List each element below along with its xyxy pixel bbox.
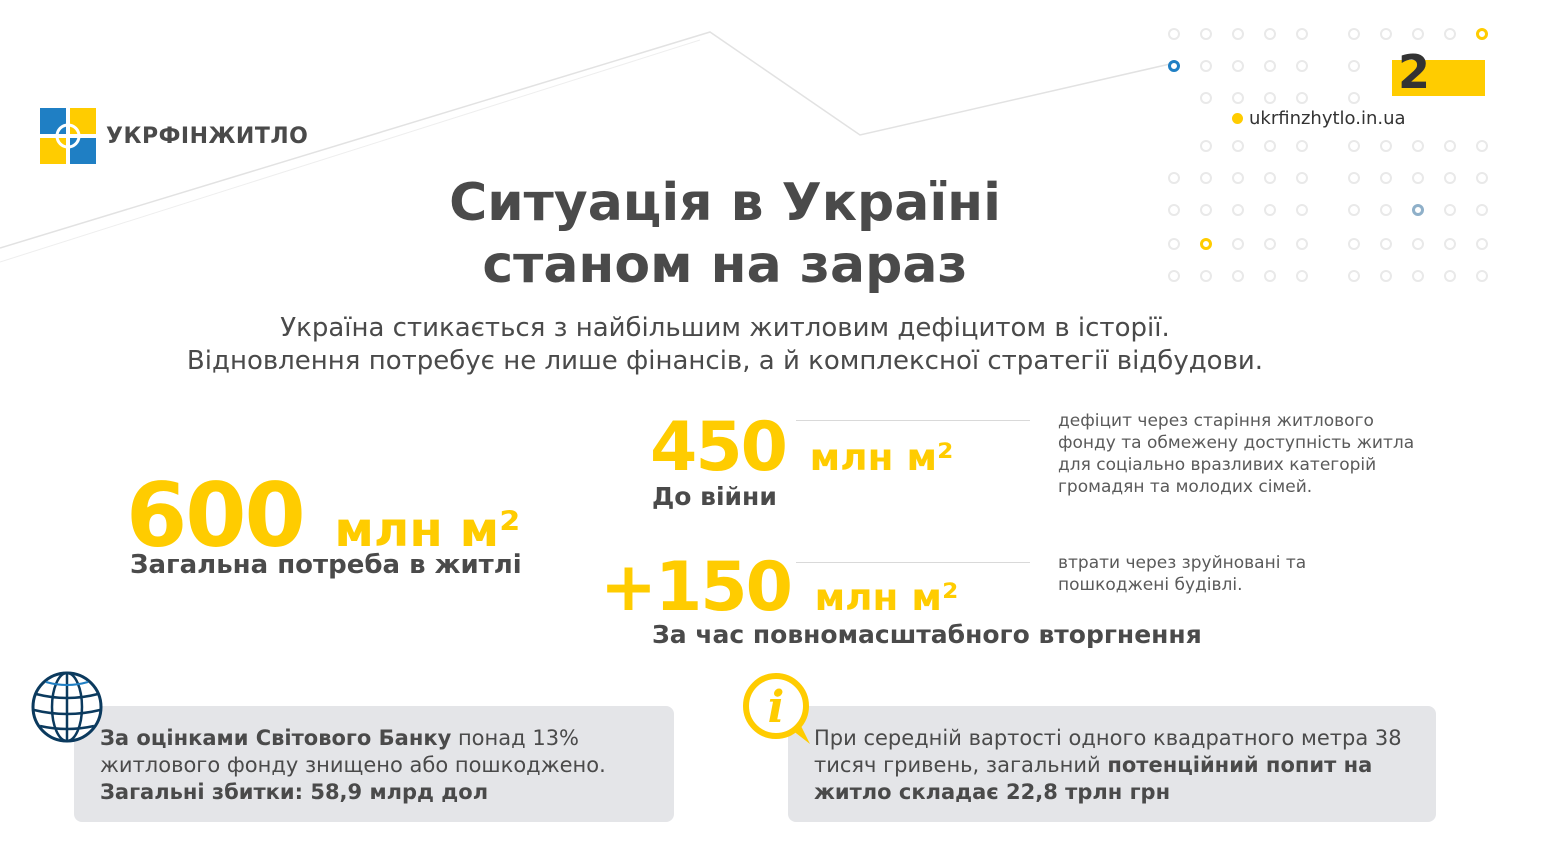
prewar-note: дефіцит через старіння житлового фонду та обмежену доступність житла для соціально вразливих категорій громадян та молодих сімей. bbox=[1058, 411, 1415, 497]
subtitle-line-2: Відновлення потребує не лише фінансів, а й комплексної стратегії відбудови. bbox=[186, 346, 1264, 376]
decorative-dot bbox=[1476, 238, 1488, 250]
total-need-unit: млн м² bbox=[334, 502, 521, 558]
decorative-dot bbox=[1232, 92, 1244, 104]
decorative-dot bbox=[1264, 60, 1276, 72]
page-number: 2 bbox=[1398, 45, 1431, 99]
decorative-dot bbox=[1168, 172, 1180, 184]
war-label: За час повномасштабного вторгнення bbox=[652, 620, 1202, 649]
war-note: втрати через зруйновані та пошкоджені будівлі. bbox=[1058, 553, 1307, 595]
decorative-dot bbox=[1412, 172, 1424, 184]
decorative-dot bbox=[1348, 60, 1360, 72]
world-bank-text bbox=[100, 725, 670, 806]
decorative-dot bbox=[1348, 238, 1360, 250]
world-bank-globe-icon bbox=[30, 670, 104, 744]
prewar-value: 450 bbox=[650, 408, 786, 487]
divider-line bbox=[796, 562, 1030, 563]
website-text: ukrfinzhytlo.in.ua bbox=[1249, 108, 1406, 129]
decorative-dot bbox=[1200, 60, 1212, 72]
world-bank-text-1: понад 13% житлового фонду знищено або пошкоджено. bbox=[100, 726, 606, 777]
info-text bbox=[814, 725, 1434, 806]
total-need-label: Загальна потреба в житлі bbox=[130, 550, 522, 580]
decorative-dot bbox=[1264, 92, 1276, 104]
decorative-dot bbox=[1168, 238, 1180, 250]
decorative-dot bbox=[1168, 60, 1180, 72]
decorative-dot bbox=[1412, 238, 1424, 250]
decorative-dot bbox=[1296, 270, 1308, 282]
decorative-dot bbox=[1200, 238, 1212, 250]
title-line-1: Ситуація в Україні bbox=[449, 173, 1001, 233]
svg-text:i: i bbox=[767, 682, 785, 733]
decorative-dot bbox=[1168, 204, 1180, 216]
decorative-dot bbox=[1296, 238, 1308, 250]
decorative-dot bbox=[1348, 172, 1360, 184]
page-subtitle bbox=[60, 312, 1390, 378]
decorative-dot bbox=[1232, 172, 1244, 184]
decorative-dot bbox=[1264, 28, 1276, 40]
decorative-dot bbox=[1412, 270, 1424, 282]
title-line-2: станом на зараз bbox=[482, 235, 968, 295]
decorative-dot bbox=[1200, 140, 1212, 152]
website-link[interactable] bbox=[1232, 108, 1406, 129]
decorative-dot bbox=[1412, 204, 1424, 216]
decorative-dot bbox=[1296, 60, 1308, 72]
decorative-dot bbox=[1412, 140, 1424, 152]
decorative-dot bbox=[1296, 204, 1308, 216]
divider-line bbox=[796, 420, 1030, 421]
decorative-dot bbox=[1476, 28, 1488, 40]
decorative-dot bbox=[1232, 238, 1244, 250]
world-bank-bold-1: За оцінками Світового Банку bbox=[100, 726, 452, 750]
decorative-dot bbox=[1168, 28, 1180, 40]
decorative-dot bbox=[1380, 238, 1392, 250]
info-text-1: При середній вартості одного квадратного метра 38 тисяч гривень, загальний bbox=[814, 726, 1402, 777]
decorative-dot bbox=[1476, 172, 1488, 184]
decorative-dot bbox=[1296, 140, 1308, 152]
decorative-dot bbox=[1232, 60, 1244, 72]
decorative-dot bbox=[1476, 140, 1488, 152]
decorative-dot bbox=[1296, 92, 1308, 104]
decorative-dot bbox=[1200, 28, 1212, 40]
total-need-value: 600 bbox=[126, 464, 304, 567]
prewar-label: До війни bbox=[652, 482, 777, 511]
decorative-dot bbox=[1476, 204, 1488, 216]
page-title bbox=[400, 172, 1050, 296]
war-value: +150 bbox=[600, 548, 791, 627]
decorative-dot bbox=[1168, 270, 1180, 282]
decorative-dot bbox=[1348, 204, 1360, 216]
decorative-dot bbox=[1444, 172, 1456, 184]
decorative-dot bbox=[1200, 172, 1212, 184]
decorative-dot bbox=[1264, 204, 1276, 216]
decorative-dot bbox=[1444, 204, 1456, 216]
decorative-dot bbox=[1380, 204, 1392, 216]
decorative-dot bbox=[1444, 28, 1456, 40]
decorative-dot bbox=[1200, 270, 1212, 282]
decorative-dot bbox=[1200, 204, 1212, 216]
decorative-dot bbox=[1264, 140, 1276, 152]
war-unit: млн м² bbox=[814, 575, 959, 619]
decorative-dot bbox=[1444, 238, 1456, 250]
decorative-dot bbox=[1444, 270, 1456, 282]
decorative-dot bbox=[1232, 140, 1244, 152]
brand-logo bbox=[40, 108, 308, 164]
bullet-dot-icon bbox=[1232, 113, 1243, 124]
brand-name: УКРФІНЖИТЛО bbox=[106, 123, 309, 149]
decorative-dot bbox=[1296, 172, 1308, 184]
decorative-dot bbox=[1476, 270, 1488, 282]
decorative-dot bbox=[1348, 270, 1360, 282]
decorative-dot bbox=[1444, 140, 1456, 152]
decorative-dot bbox=[1232, 204, 1244, 216]
decorative-dot bbox=[1380, 140, 1392, 152]
info-icon bbox=[740, 670, 818, 748]
decorative-dot bbox=[1348, 92, 1360, 104]
ukrfinzhytlo-logo-icon bbox=[40, 108, 96, 164]
decorative-dot bbox=[1296, 28, 1308, 40]
prewar-unit: млн м² bbox=[809, 435, 954, 479]
decorative-dot bbox=[1264, 172, 1276, 184]
world-bank-bold-2: Загальні збитки: 58,9 млрд дол bbox=[100, 780, 489, 804]
decorative-dot bbox=[1380, 172, 1392, 184]
decorative-dot bbox=[1200, 92, 1212, 104]
decorative-dot bbox=[1232, 270, 1244, 282]
decorative-dot bbox=[1264, 238, 1276, 250]
decorative-dot bbox=[1348, 28, 1360, 40]
decorative-dot bbox=[1412, 28, 1424, 40]
info-bold-1: потенційний попит на житло складає 22,8 трлн грн bbox=[814, 753, 1373, 804]
decorative-dot bbox=[1380, 270, 1392, 282]
decorative-dot bbox=[1380, 28, 1392, 40]
decorative-dot bbox=[1232, 28, 1244, 40]
decorative-dot bbox=[1264, 270, 1276, 282]
subtitle-line-1: Україна стикається з найбільшим житловим дефіцитом в історії. bbox=[280, 313, 1170, 343]
decorative-dot bbox=[1348, 140, 1360, 152]
